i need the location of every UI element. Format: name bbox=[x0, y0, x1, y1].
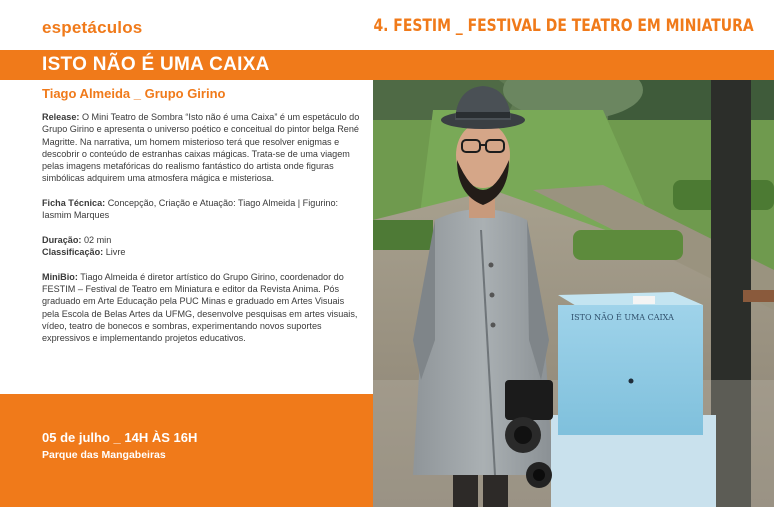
show-title: ISTO NÃO É UMA CAIXA bbox=[42, 54, 270, 75]
release-text: O Mini Teatro de Sombra “Isto não é uma Caixa” é um espetáculo do Grupo Girino e apresenta o universo poético e conceitual do pintor belga René Magritte. Na narrativa, um homem misterioso terá que resolver enigmas e descobrir o conteúdo de estranhas caixas mágicas. Trata-se de uma viagem pelas imagens metafóricas do realismo fantástico do artista onde figuras simbólicas adquirem uma atmosfera mágica e misteriosa. bbox=[42, 112, 360, 184]
schedule-band bbox=[0, 394, 373, 507]
festival-title: 4. FESTIM _ FESTIVAL DE TEATRO EM MINIATURA bbox=[373, 16, 754, 36]
duration-text: 02 min bbox=[83, 234, 112, 245]
schedule-venue: Parque das Mangabeiras bbox=[42, 449, 166, 461]
minibio-label: MiniBio: bbox=[42, 271, 78, 282]
ficha-paragraph bbox=[42, 197, 362, 222]
minibio-paragraph bbox=[42, 271, 362, 345]
release-paragraph bbox=[42, 111, 362, 185]
author-line: Tiago Almeida _ Grupo Girino bbox=[42, 86, 226, 101]
duration-label: Duração: bbox=[42, 234, 82, 245]
section-label: espetáculos bbox=[42, 18, 143, 37]
title-band bbox=[0, 50, 774, 80]
ficha-text: Concepção, Criação e Atuação: Tiago Almeida | Figurino: Iasmim Marques bbox=[42, 198, 339, 221]
rating-label: Classificação: bbox=[42, 247, 104, 258]
schedule-date: 05 de julho _ 14H ÀS 16H bbox=[42, 430, 198, 445]
performer-photo bbox=[373, 80, 774, 507]
details-text bbox=[42, 111, 362, 357]
rating-paragraph bbox=[42, 246, 362, 258]
release-label: Release: bbox=[42, 112, 80, 122]
minibio-text: Tiago Almeida é diretor artístico do Grupo Girino, coordenador do FESTIM – Festival de Teatro em Miniatura e editor da Revista Anima. Pós graduado em Arte Educação pela PUC Minas e graduado em Artes Visuais pela Escola de Belas Artes da UFMG, desenvolve pesquisas em artes visuais, vídeo, teatro de bonecos e sombras, experimentando novos suportes expressivos e implementando projetos educativos. bbox=[42, 271, 358, 344]
ficha-label: Ficha Técnica: bbox=[42, 198, 106, 209]
box-label: ISTO NÃO É UMA CAIXA bbox=[571, 313, 674, 322]
rating-text: Livre bbox=[105, 247, 126, 258]
duration-paragraph bbox=[42, 234, 362, 246]
